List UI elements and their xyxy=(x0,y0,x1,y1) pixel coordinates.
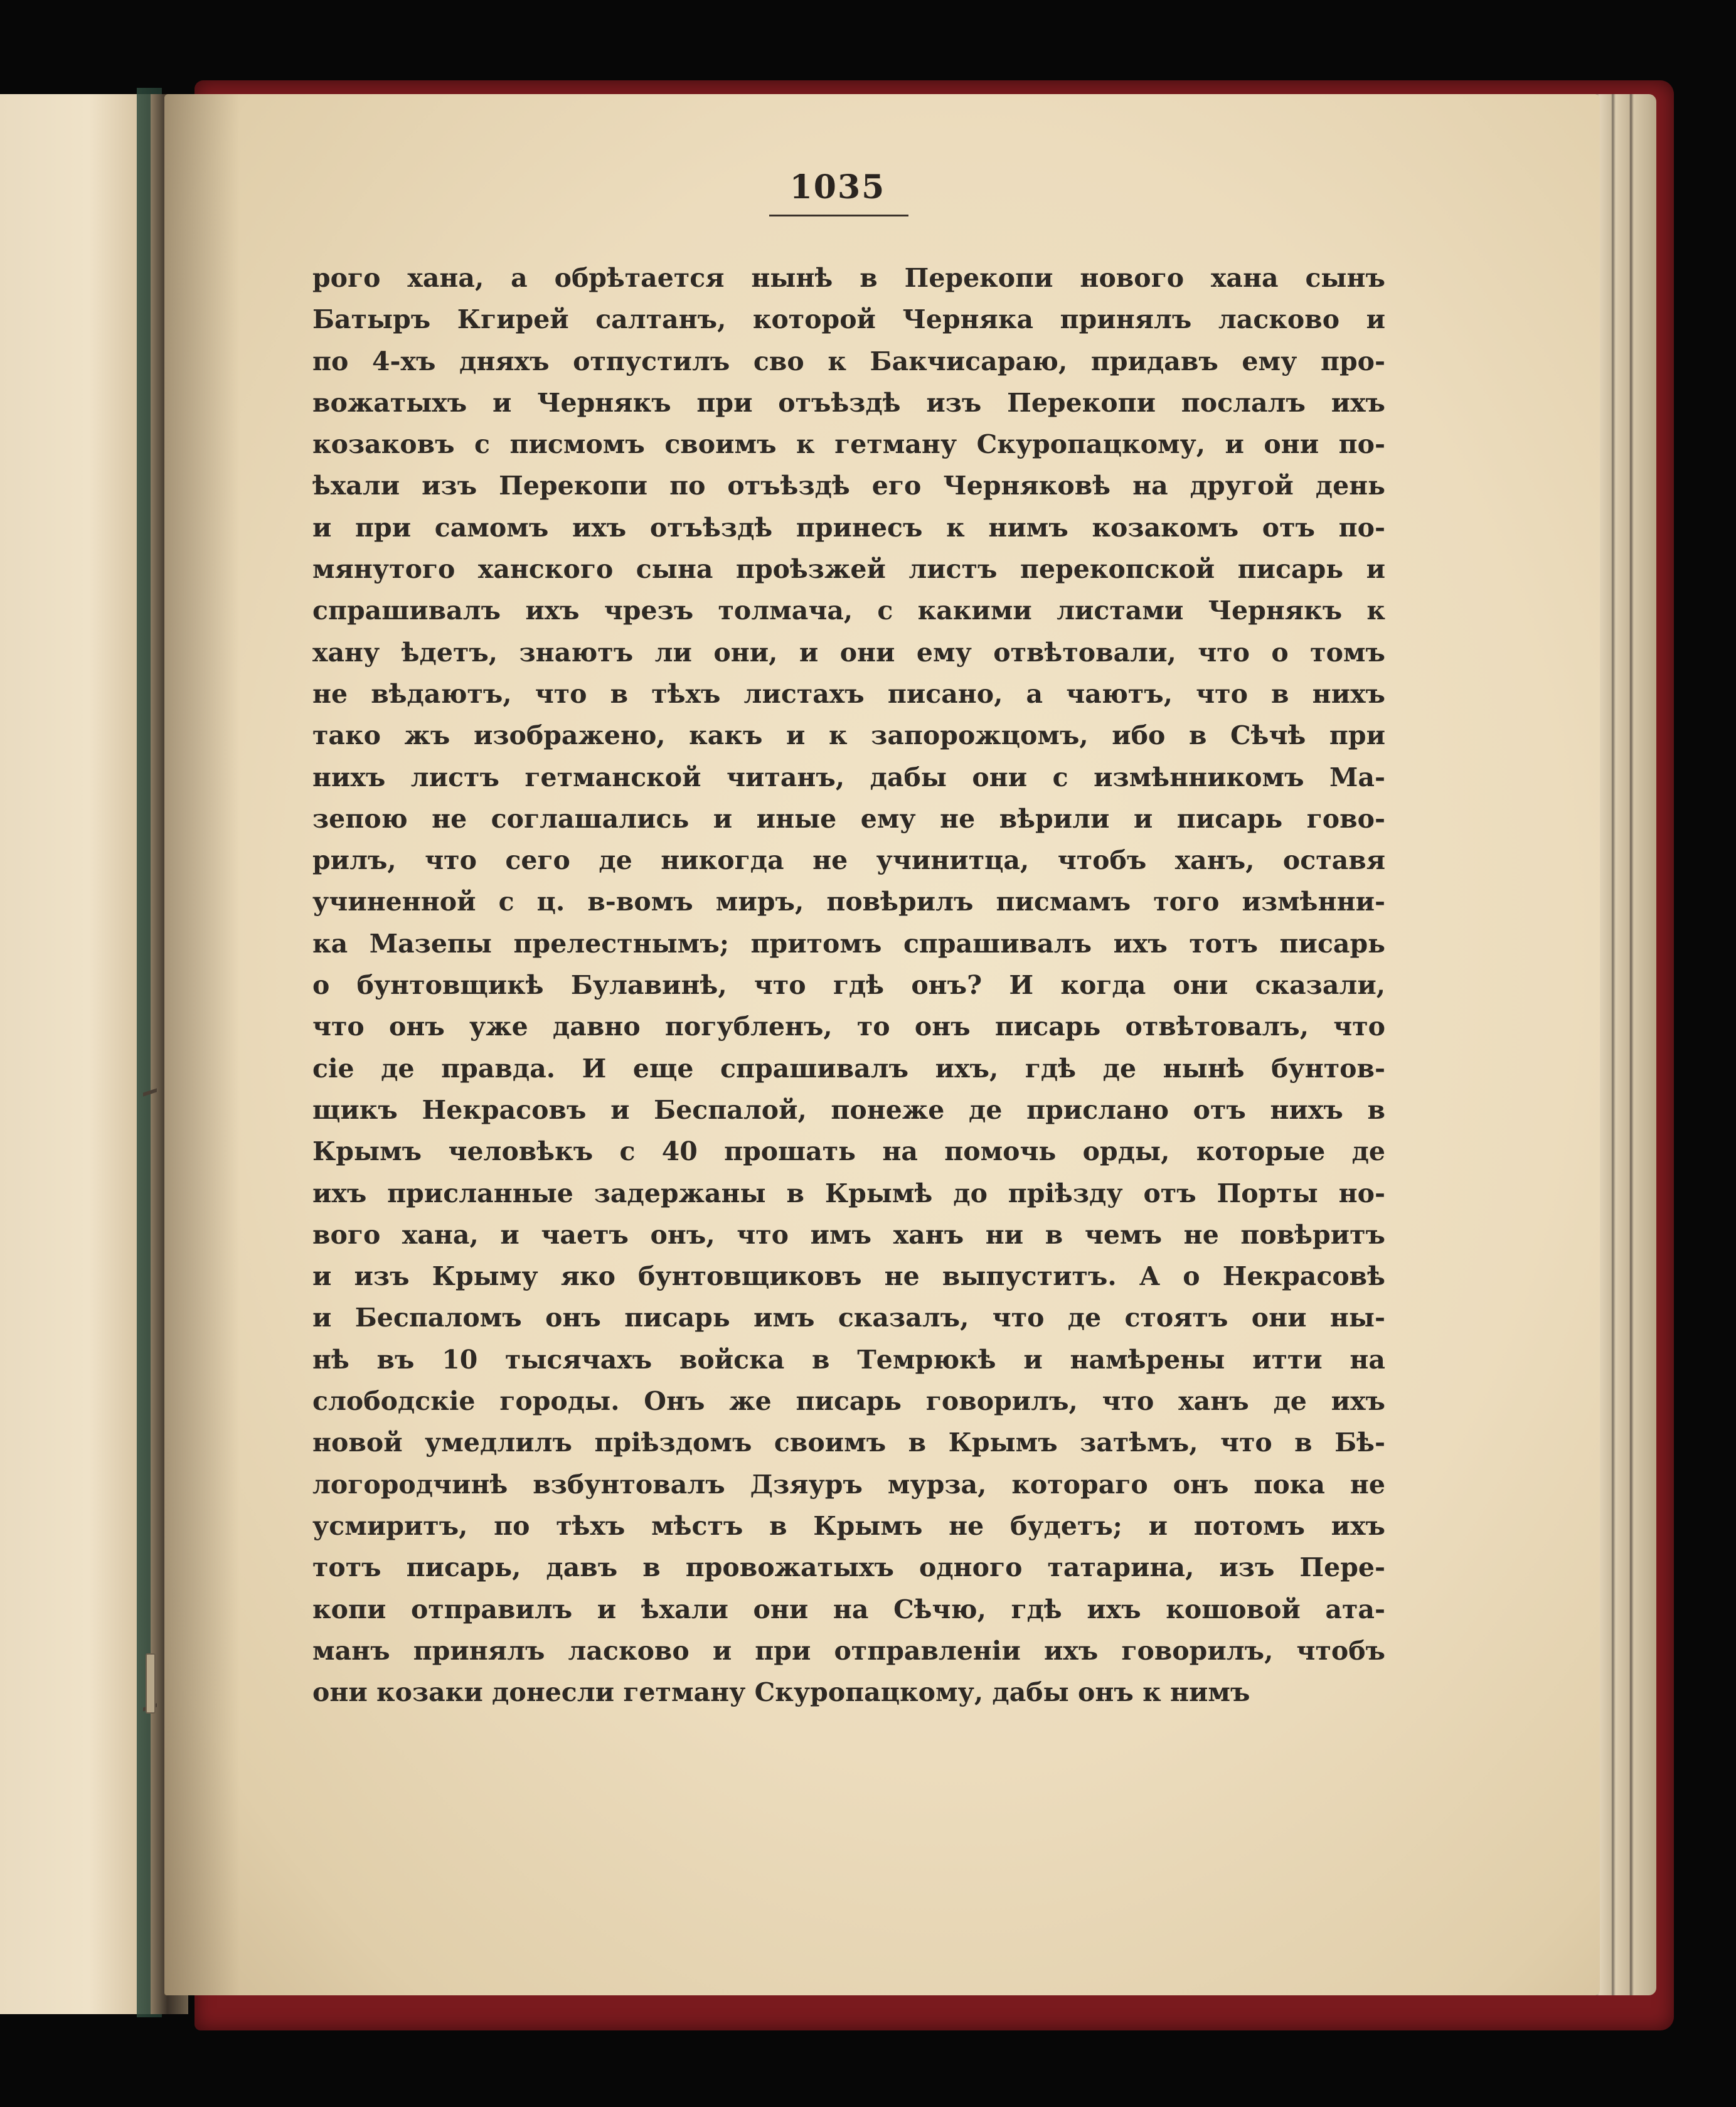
body-text xyxy=(312,257,1385,1713)
text-line: вого хана, и чаетъ онъ, что имъ ханъ ни в чемъ не повѣритъ xyxy=(312,1219,1385,1250)
text-line: вожатыхъ и Чернякъ при отъѣздѣ изъ Перекопи послалъ ихъ xyxy=(312,387,1385,418)
text-line: что онъ уже давно погубленъ, то онъ писарь отвѣтовалъ, что xyxy=(312,1011,1385,1042)
page-tab xyxy=(146,1653,156,1714)
text-line: и при самомъ ихъ отъѣздѣ принесъ к нимъ козакомъ отъ по- xyxy=(312,512,1385,543)
text-line: мянутого ханского сына проѣзжей листъ перекопской писарь и xyxy=(312,554,1385,585)
text-line: ихъ присланные задержаны в Крымѣ до пріѣзду отъ Порты но- xyxy=(312,1178,1385,1208)
text-line: ка Мазепы прелестнымъ; притомъ спрашивалъ ихъ тотъ писарь xyxy=(312,928,1385,959)
text-line: хану ѣдетъ, знаютъ ли они, и они ему отвѣтовали, что о томъ xyxy=(312,637,1385,668)
text-line: слободскіе городы. Онъ же писарь говорилъ, что ханъ де ихъ xyxy=(312,1386,1385,1417)
page-number: 1035 xyxy=(789,168,886,206)
text-line: козаковъ с писмомъ своимъ к гетману Скуропацкому, и они по- xyxy=(312,429,1385,460)
text-line: не вѣдаютъ, что в тѣхъ листахъ писано, а чаютъ, что в нихъ xyxy=(312,678,1385,709)
text-line: учиненной с ц. в-вомъ миръ, повѣрилъ писмамъ того измѣнни- xyxy=(312,887,1385,917)
text-line: нѣ въ 10 тысячахъ войска в Темрюкѣ и намѣрены итти на xyxy=(312,1344,1385,1375)
text-line: тако жъ изображено, какъ и к запорожцомъ, ибо в Сѣчѣ при xyxy=(312,720,1385,751)
text-line: копи отправилъ и ѣхали они на Сѣчю, гдѣ ихъ кошовой ата- xyxy=(312,1594,1385,1624)
text-line: и Беспаломъ онъ писарь имъ сказалъ, что де стоятъ они ны- xyxy=(312,1303,1385,1333)
text-line: и изъ Крыму яко бунтовщиковъ не выпуститъ. А о Некрасовѣ xyxy=(312,1261,1385,1292)
text-line: манъ принялъ ласково и при отправленіи ихъ говорилъ, чтобъ xyxy=(312,1635,1385,1666)
page-number-rule xyxy=(769,215,908,216)
text-line: щикъ Некрасовъ и Беспалой, понеже де прислано отъ нихъ в xyxy=(312,1094,1385,1125)
text-line: Батыръ Кгирей салтанъ, которой Черняка принялъ ласково и xyxy=(312,304,1385,335)
text-line: новой умедлилъ пріѣздомъ своимъ в Крымъ затѣмъ, что в Бѣ- xyxy=(312,1427,1385,1458)
text-line: логородчинѣ взбунтовалъ Дзяуръ мурза, котораго онъ пока не xyxy=(312,1469,1385,1500)
text-line: тотъ писарь, давъ в провожатыхъ одного татарина, изъ Пере- xyxy=(312,1552,1385,1583)
text-line: по 4-хъ дняхъ отпустилъ сво к Бакчисараю, придавъ ему про- xyxy=(312,346,1385,376)
text-line: о бунтовщикѣ Булавинѣ, что гдѣ онъ? И когда они сказали, xyxy=(312,970,1385,1001)
text-line: зепою не соглашались и иные ему не вѣрили и писарь гово- xyxy=(312,803,1385,834)
text-line: рого хана, а обрѣтается нынѣ в Перекопи нового хана сынъ xyxy=(312,263,1385,293)
text-line: нихъ листъ гетманской читанъ, дабы они с измѣнникомъ Ма- xyxy=(312,762,1385,792)
text-line: сіе де правда. И еще спрашивалъ ихъ, гдѣ де нынѣ бунтов- xyxy=(312,1053,1385,1084)
text-line: усмиритъ, по тѣхъ мѣстъ в Крымъ не будетъ; и потомъ ихъ xyxy=(312,1510,1385,1541)
text-line: рилъ, что сего де никогда не учинитца, чтобъ ханъ, оставя xyxy=(312,845,1385,876)
page-shadow xyxy=(164,94,240,1995)
text-line: ѣхали изъ Перекопи по отъѣздѣ его Черняковѣ на другой день xyxy=(312,471,1385,501)
text-line: спрашивалъ ихъ чрезъ толмача, с какими листами Чернякъ к xyxy=(312,595,1385,626)
text-line: они козаки донесли гетману Скуропацкому, дабы онъ к нимъ xyxy=(312,1677,1250,1708)
text-line: Крымъ человѣкъ с 40 прошать на помочь орды, которые де xyxy=(312,1136,1385,1167)
